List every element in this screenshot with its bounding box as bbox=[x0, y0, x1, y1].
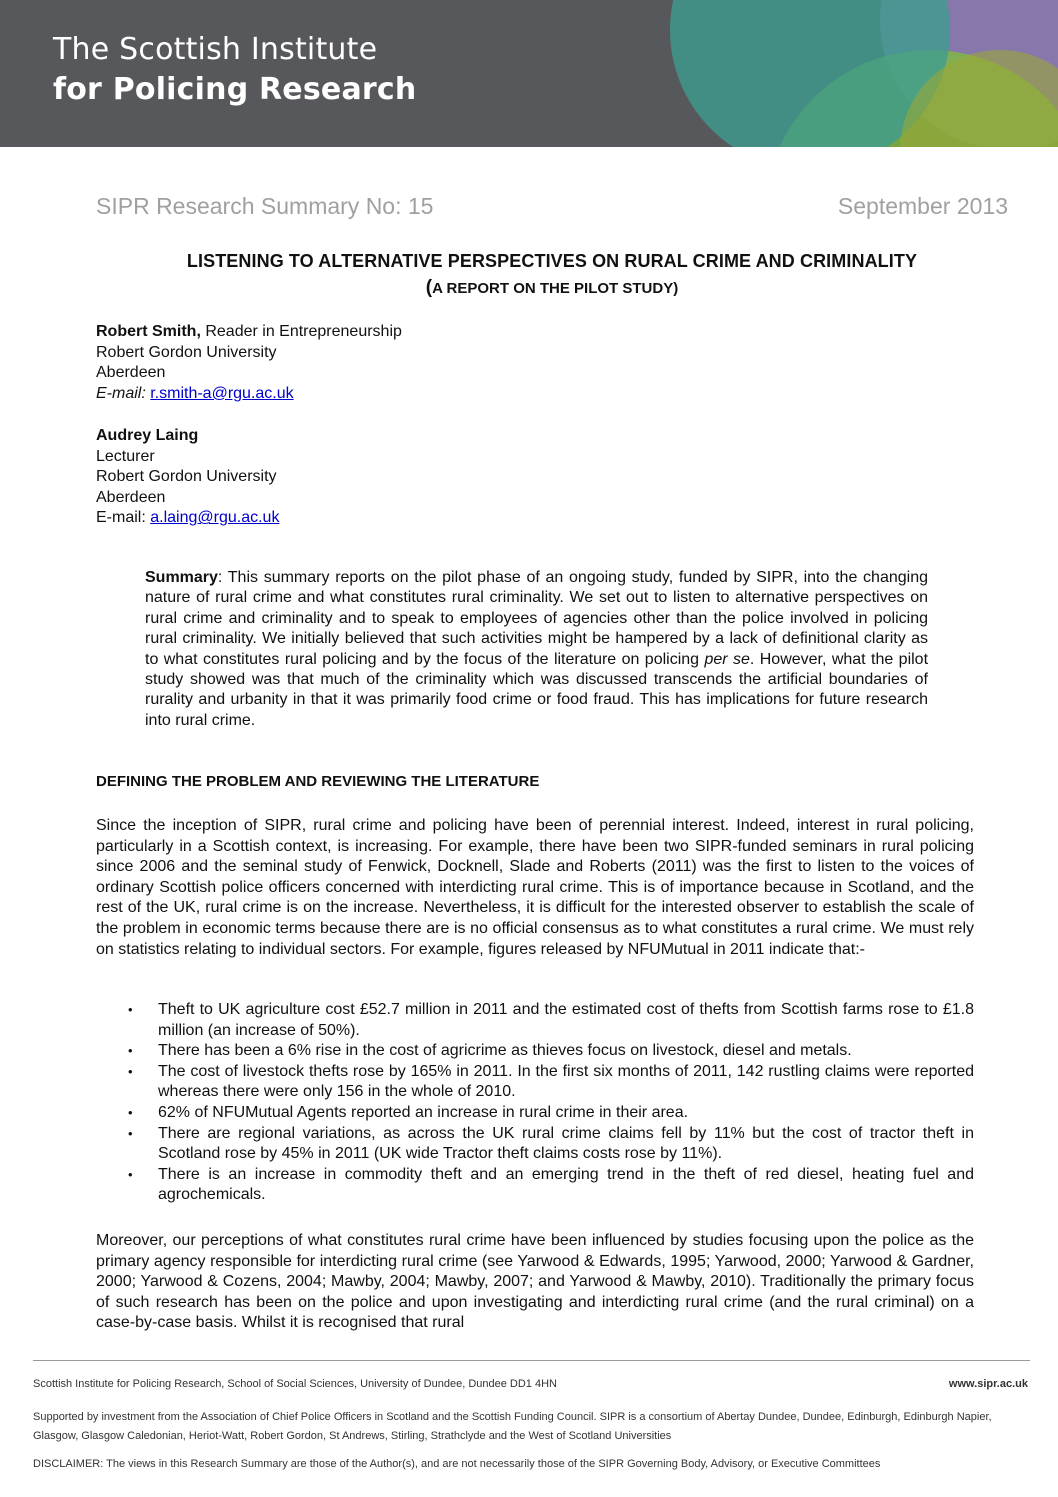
email-label: E-mail: bbox=[96, 384, 146, 402]
summary-paragraph bbox=[145, 568, 928, 731]
author-block-1 bbox=[96, 322, 402, 404]
list-item: • There are regional variations, as across the UK rural crime claims fell by 11% but the cost of tractor theft in Scotland rose by 45% in 2011 (UK wide Tractor theft claims costs rose by 11%). bbox=[128, 1124, 974, 1163]
statistics-list bbox=[96, 1000, 974, 1206]
bullet-icon: • bbox=[128, 1104, 133, 1120]
list-item: • There is an increase in commodity theft and an emerging trend in the theft of red diesel, heating fuel and agrochemicals. bbox=[128, 1165, 974, 1204]
list-item: • The cost of livestock thefts rose by 165% in 2011. In the first six months of 2011, 142 rustling claims were reported whereas there were only 156 in the whole of 2010. bbox=[128, 1062, 974, 1101]
subtitle-paren: ( bbox=[425, 277, 433, 298]
author-email-link[interactable]: a.laing@rgu.ac.uk bbox=[150, 509, 280, 527]
author-name: Robert Smith, bbox=[96, 323, 201, 340]
author-city: Aberdeen bbox=[96, 364, 166, 382]
summary-text-b: . However, what the pilot study showed was that much of the criminality which was discussed transcends the artificial boundaries of rurality and urbanity in that it was primarily food crime or food fraud. This has implications for future research into rural crime. bbox=[145, 650, 929, 729]
list-item: • There has been a 6% rise in the cost of agricrime as thieves focus on livestock, diesel and metals. bbox=[96, 1041, 974, 1062]
author-institution: Robert Gordon University bbox=[96, 343, 277, 361]
subtitle-text: A REPORT ON THE PILOT STUDY) bbox=[432, 280, 679, 297]
header-banner bbox=[0, 0, 1058, 147]
author-email-link[interactable]: r.smith-a@rgu.ac.uk bbox=[150, 384, 294, 402]
bullet-icon: • bbox=[128, 1166, 133, 1182]
summary-text-em: per se bbox=[704, 650, 750, 668]
footer-disclaimer: DISCLAIMER: The views in this Research Summary are those of the Author(s), and are not necessarily those of the SIPR Governing Body, Advisory, or Executive Committees bbox=[33, 1458, 881, 1470]
bullet-icon: • bbox=[128, 1125, 133, 1141]
author-institution: Robert Gordon University bbox=[96, 468, 277, 486]
footer-website-link[interactable]: www.sipr.ac.uk bbox=[948, 1378, 1028, 1390]
bullet-icon: • bbox=[128, 1043, 133, 1059]
institute-name-line2: for Policing Research bbox=[53, 72, 417, 107]
document-title: LISTENING TO ALTERNATIVE PERSPECTIVES ON RURAL CRIME AND CRIMINALITY bbox=[186, 251, 918, 271]
list-item: • 62% of NFUMutual Agents reported an increase in rural crime in their area. bbox=[96, 1103, 974, 1124]
summary-label: Summary bbox=[145, 569, 218, 586]
body-paragraph-1: Since the inception of SIPR, rural crime and policing have been of perennial interest. Indeed, interest in rural policing, particularly in a Scottish context, is increasing. For example, there have been two SIPR-funded seminars in rural policing since 2006 and the seminal study of Fenwick, Docknell, Slade and Roberts (2011) was the first to listen to the voices of ordinary Scottish police officers concerned with interdicting rural crime. This is of importance because in Scotland, and the rest of the UK, rural crime is on the increase. Nevertheless, it is difficult for the interested observer to establish the scale of the problem in economic terms because there are is no official consensus as to what constitutes a rural crime. We must rely on statistics relating to individual sectors. For example, figures released by NFUMutual in 2011 indicate that:- bbox=[96, 817, 974, 958]
series-date: September 2013 bbox=[837, 193, 1008, 219]
series-label: SIPR Research Summary No: 15 bbox=[96, 193, 434, 219]
list-item: • Theft to UK agriculture cost £52.7 million in 2011 and the estimated cost of thefts from Scottish farms rose to £1.8 million (an increase of 50%). bbox=[128, 1001, 974, 1039]
bullet-icon: • bbox=[128, 1063, 133, 1079]
summary-text-a: : This summary reports on the pilot phase of an ongoing study, funded by SIPR, into the changing nature of rural crime and what constitutes rural criminality. We set out to listen to alternative perspectives on rural crime and criminality and to speak to employees of agencies other than the police involved in policing rural criminality. We initially believed that such activities might be hampered by a lack of definitional clarity as to what constitutes rural policing and by the focus of the literature on policing bbox=[145, 569, 928, 668]
author-block-2 bbox=[96, 426, 279, 529]
author-role: Reader in Entrepreneurship bbox=[200, 323, 402, 340]
institute-name-line1: The Scottish Institute bbox=[53, 32, 378, 67]
section-heading: DEFINING THE PROBLEM AND REVIEWING THE LITERATURE bbox=[96, 773, 540, 790]
author-name: Audrey Laing bbox=[96, 427, 199, 444]
author-city: Aberdeen bbox=[96, 488, 166, 506]
author-role: Lecturer bbox=[96, 447, 155, 465]
footer-support-text: Supported by investment from the Association of Chief Police Officers in Scotland and the Scottish Funding Council. SIPR is a consortium of Abertay Dundee, Dundee, Edinburgh, Edinburgh Napier, Glasgow, Glasgow Caledonian, Heriot-Watt, Robert Gordon, St Andrews, Stirling, Strathclyde and the West of Scotland Universities bbox=[33, 1411, 992, 1442]
bullet-icon: • bbox=[128, 1002, 133, 1017]
body-paragraph-2: Moreover, our perceptions of what constitutes rural crime have been influenced by studies focusing upon the police as the primary agency responsible for interdicting rural crime (see Yarwood & Edwards, 1995; Yarwood, 2000; Yarwood & Gardner, 2000; Yarwood & Cozens, 2004; Mawby, 2004; Mawby, 2007; and Yarwood & Mawby, 2010). Traditionally the primary focus of such research has been on the police and upon investigating and interdicting rural crime (and the rural criminal) on a case-by-case basis. Whilst it is recognised that rural bbox=[96, 1232, 974, 1332]
series-row bbox=[96, 193, 1008, 220]
institute-logo-text bbox=[53, 30, 416, 110]
document-subtitle bbox=[96, 277, 1008, 299]
footer-divider bbox=[33, 1360, 1030, 1361]
email-label: E-mail: bbox=[96, 509, 146, 527]
footer-address: Scottish Institute for Policing Research, School of Social Sciences, University of Dundee, Dundee DD1 4HN bbox=[33, 1378, 557, 1390]
